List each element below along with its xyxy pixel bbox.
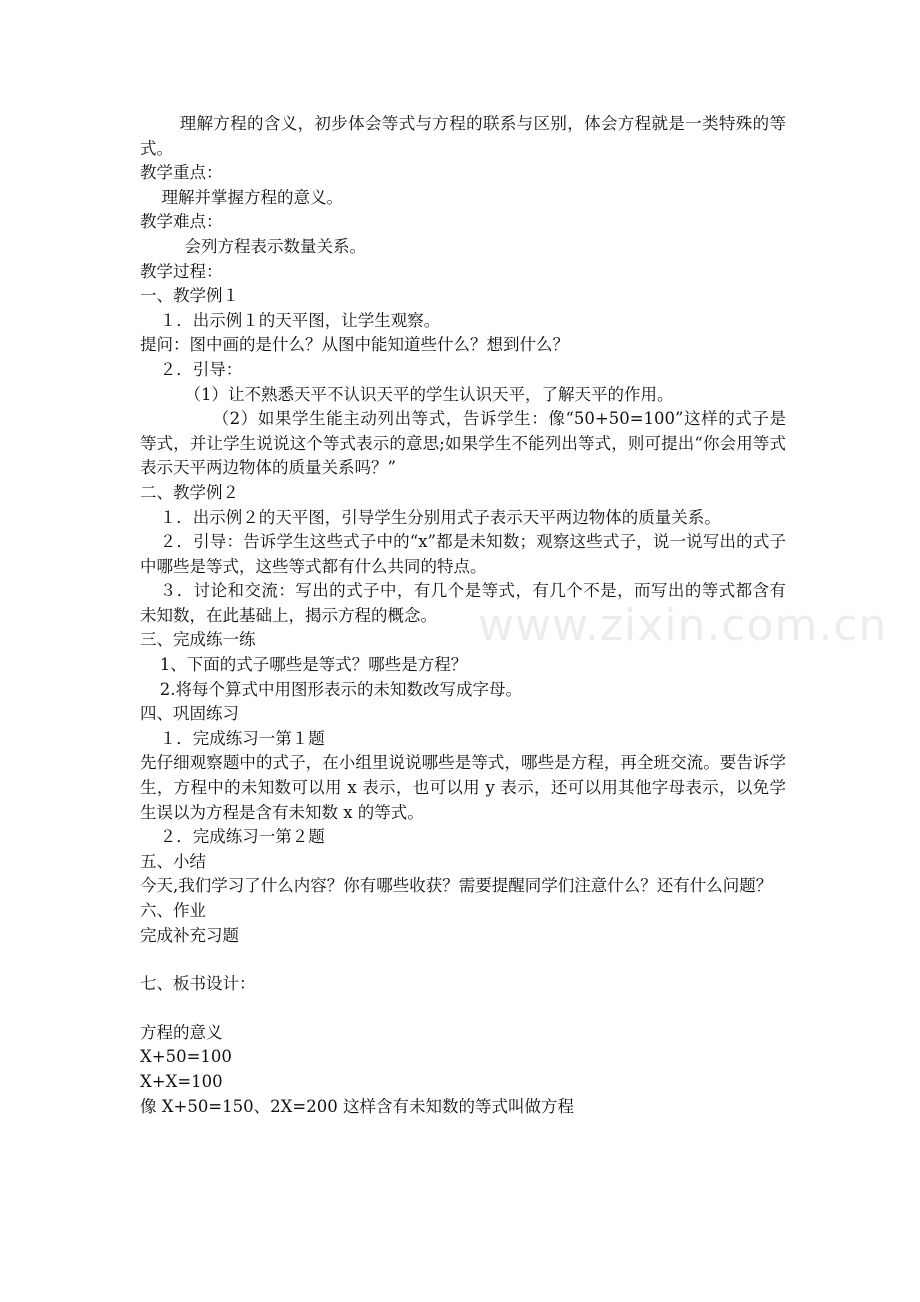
section-5-paragraph: 今天,我们学习了什么内容？你有哪些收获？需要提醒同学们注意什么？还有什么问题？	[140, 876, 773, 896]
section-1-sub-1: （1）让不熟悉天平不认识天平的学生认识天平，了解天平的作用。	[184, 384, 674, 404]
board-title: 方程的意义	[140, 1022, 223, 1042]
heading-process: 教学过程：	[140, 261, 223, 281]
key-points-text: 理解并掌握方程的意义。	[161, 187, 343, 207]
section-1-title: 一、教学例１	[140, 286, 239, 306]
spacer	[140, 948, 786, 972]
section-1-question: 提问：图中画的是什么？从图中能知道些什么？想到什么？	[140, 335, 569, 355]
section-6-title: 六、作业	[140, 901, 206, 920]
section-1-item-2: ２．引导：	[159, 359, 243, 379]
objective-paragraph: 理解方程的含义，初步体会等式与方程的联系与区别，体会方程就是一类特殊的等式。	[140, 114, 786, 158]
section-2-item-2: ２．引导：告诉学生这些式子中的“x”都是未知数；观察这些式子，说一说写出的式子中哪些是等式，这些等式都有什么共同的特点。	[140, 532, 786, 576]
section-7-title: 七、板书设计：	[140, 974, 256, 994]
heading-key-points: 教学重点：	[140, 163, 223, 183]
section-2-item-3: ３．讨论和交流：写出的式子中，有几个是等式，有几个不是，而写出的等式都含有未知数，在此基础上，揭示方程的概念。	[140, 581, 786, 625]
board-definition: 像 X+50=150、2X=200 这样含有未知数的等式叫做方程	[140, 1096, 574, 1116]
watermark: www.zixin.com.cn	[478, 600, 888, 651]
heading-difficulties: 教学难点：	[140, 212, 223, 232]
section-4-paragraph: 先仔细观察题中的式子，在小组里说说哪些是等式，哪些是方程，再全班交流。要告诉学生，方程中的未知数可以用 x 表示，也可以用 y 表示，还可以用其他字母表示，以免学生误以为方程是含有未知数 x 的等式。	[140, 753, 786, 822]
section-4-title: 四、巩固练习	[140, 704, 239, 724]
section-3-item-2: 2.将每个算式中用图形表示的未知数改写成字母。	[159, 679, 523, 699]
section-3-item-1: 1、下面的式子哪些是等式？哪些是方程？	[159, 655, 468, 675]
section-4-item-2: ２．完成练习一第２题	[159, 827, 325, 847]
board-equation-1: X+50=100	[140, 1047, 232, 1067]
section-1-item-1: １．出示例１的天平图，让学生观察。	[159, 310, 441, 330]
board-equation-2: X+X=100	[140, 1071, 223, 1091]
section-2-item-1: １．出示例２的天平图，引导学生分别用式子表示天平两边物体的质量关系。	[159, 507, 721, 527]
section-4-item-1: １．完成练习一第１题	[159, 728, 325, 748]
section-2-title: 二、教学例２	[140, 482, 239, 502]
spacer	[140, 997, 786, 1021]
section-3-title: 三、完成练一练	[140, 630, 256, 650]
difficulties-text: 会列方程表示数量关系。	[184, 236, 367, 256]
lesson-plan-document	[140, 112, 786, 1119]
section-1-sub-2: （2）如果学生能主动列出等式，告诉学生：像“50+50=100”这样的式子是等式，并让学生说说这个等式表示的意思;如果学生不能列出等式，则可提出“你会用等式表示天平两边物体的质量关系吗？”	[140, 409, 786, 478]
section-6-text: 完成补充习题	[140, 925, 239, 945]
section-5-title: 五、小结	[140, 851, 206, 871]
